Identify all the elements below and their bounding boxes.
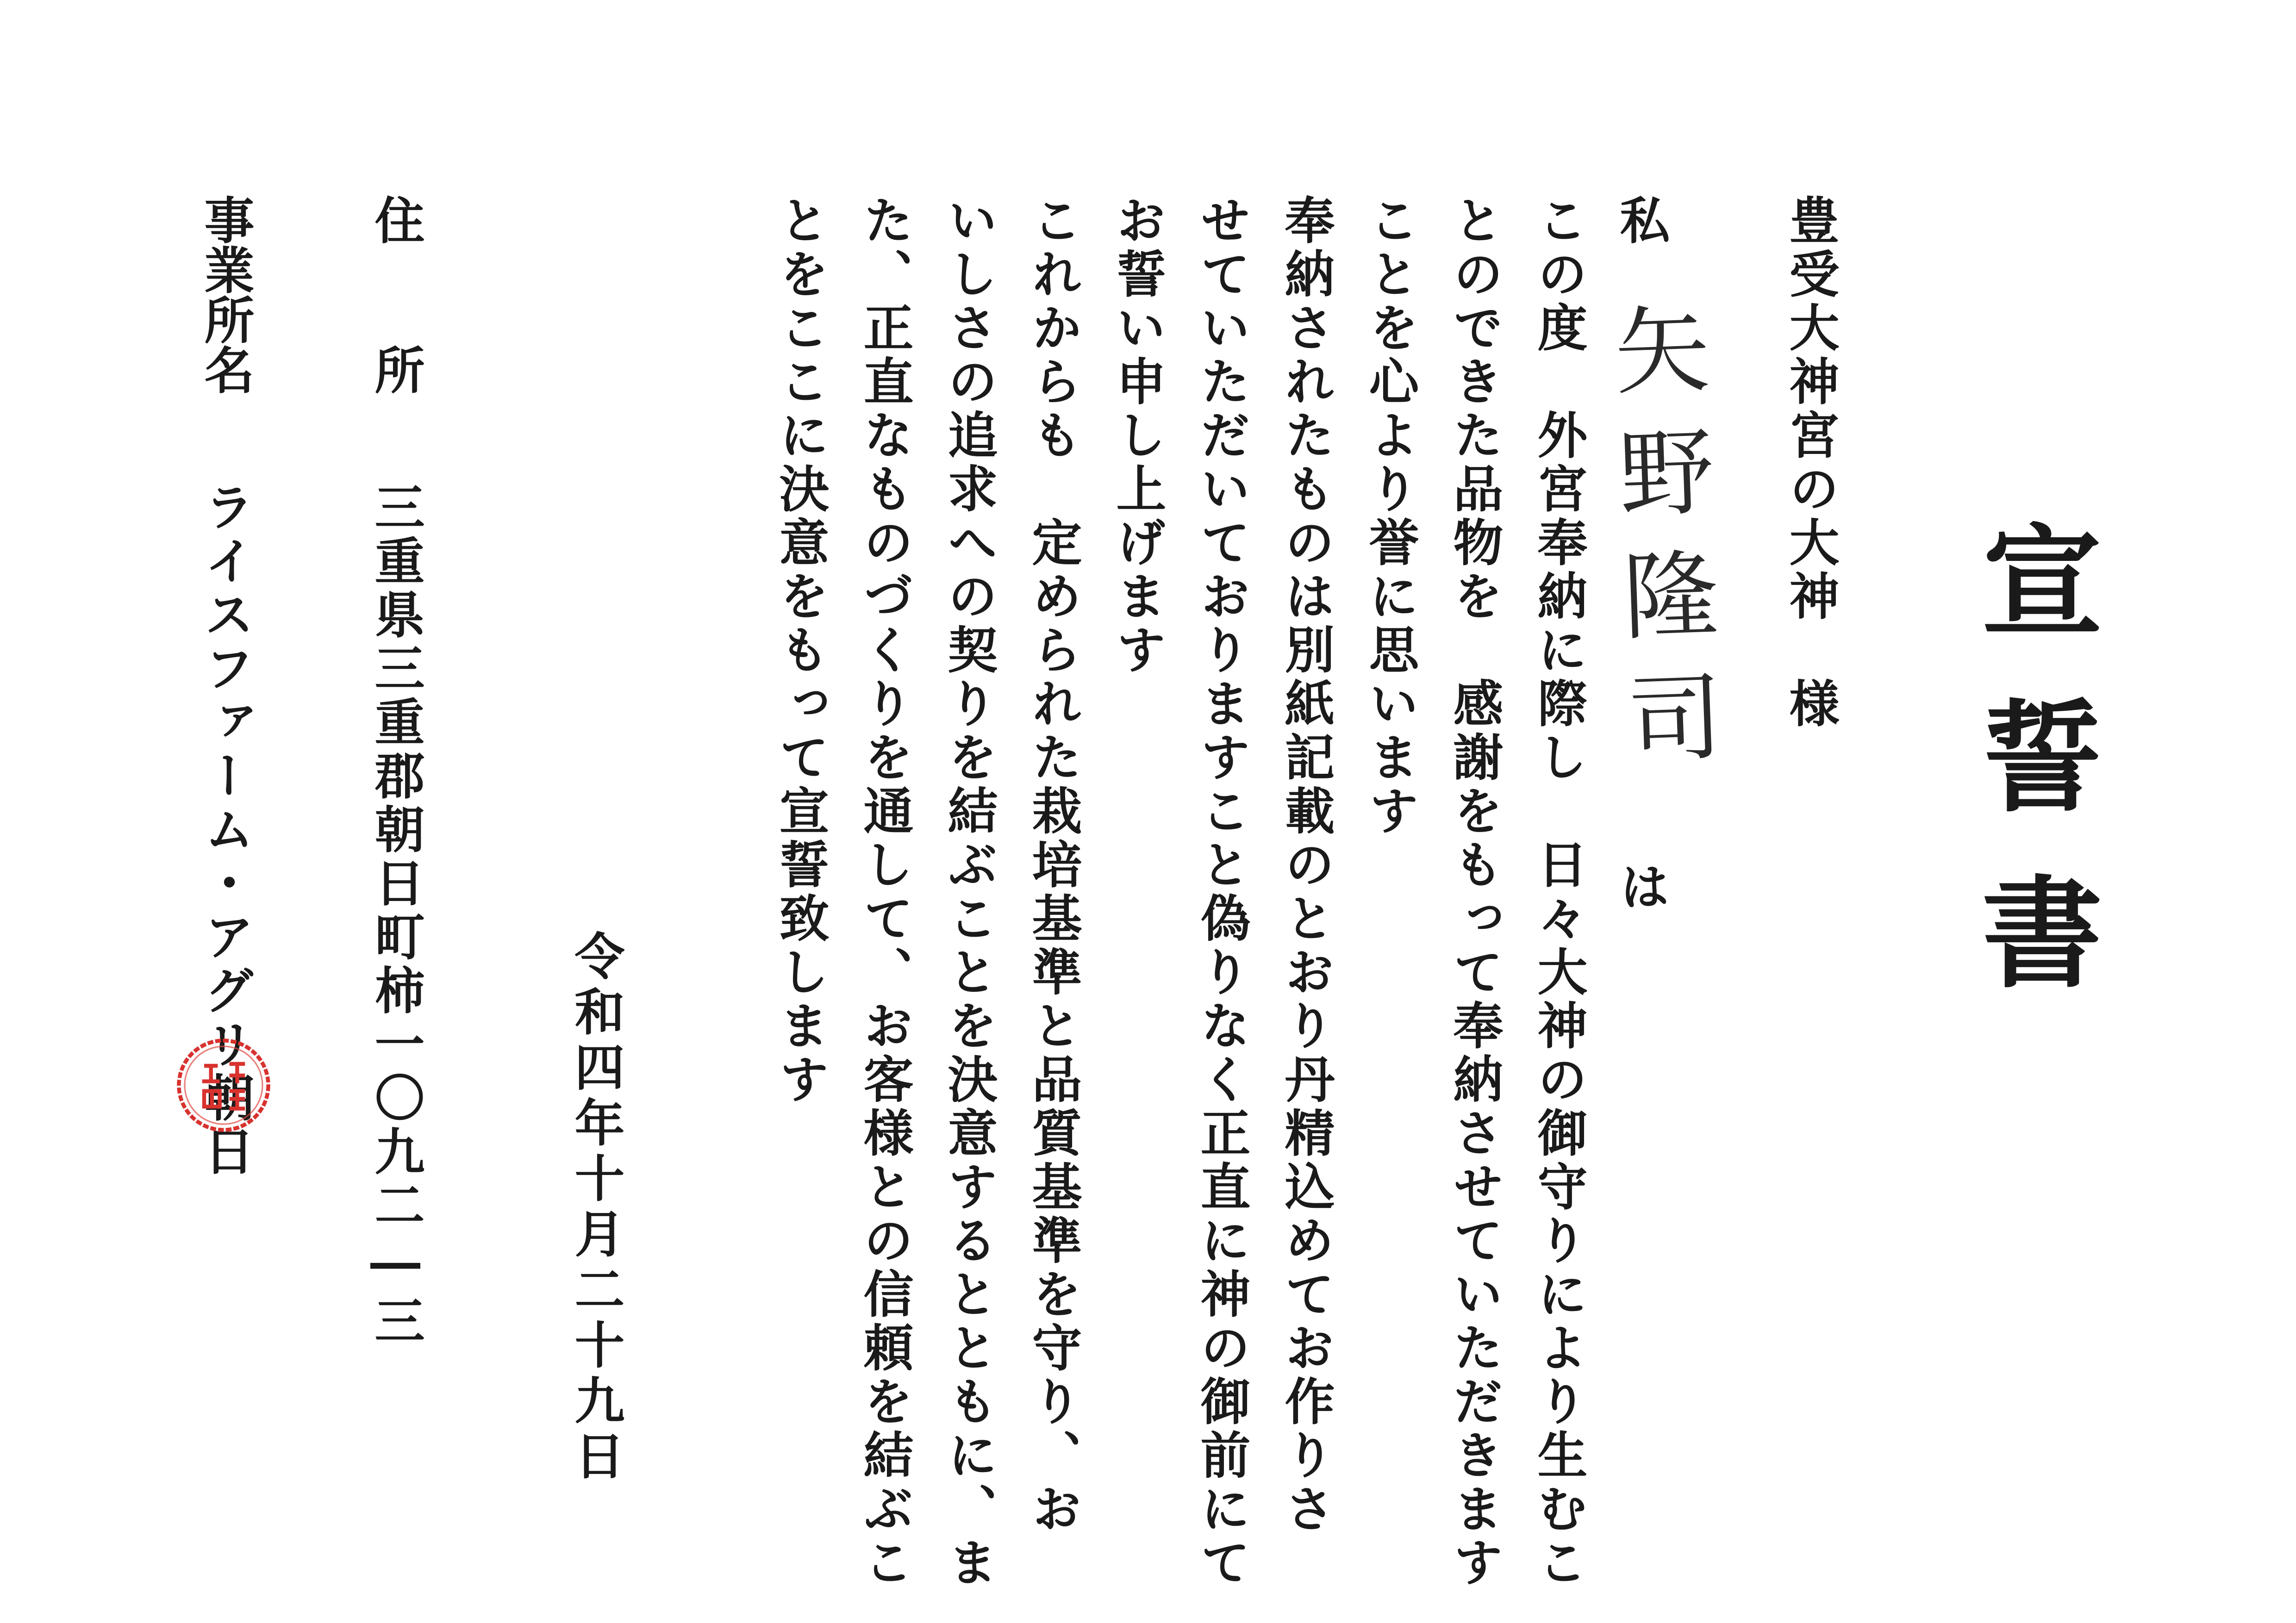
body-line-1: この度 外宮奉納に際し 日々大神の御守りにより生むこ	[1529, 194, 1587, 1590]
body-line-8: いしさの追求への契りを結ぶことを決意するとともに、ま	[939, 194, 998, 1590]
body-line-2: とのできた品物を 感謝をもって奉納させていただきます	[1445, 194, 1503, 1590]
pledger-prefix: 私	[1611, 194, 1670, 248]
body-line-6: お誓い申し上げます	[1108, 194, 1166, 678]
body-line-7: これからも 定められた栽培基準と品質基準を守り、お	[1023, 194, 1082, 1536]
business-name-value: ライスファーム・アグリ朝日	[196, 481, 254, 1179]
body-line-4: 奉納されたものは別紙記載のとおり丹精込めてお作りさ	[1276, 194, 1335, 1536]
pledge-date: 令和四年十月二十九日	[566, 930, 624, 1486]
address-value: 三重県三重郡朝日町柿一〇九二―三	[366, 481, 424, 1349]
body-line-3: ことを心より誉に思います	[1360, 194, 1419, 839]
body-line-9: た、正直なものづくりを通して、お客様との信頼を結ぶこ	[855, 194, 913, 1590]
addressee: 豊受大神宮の大神 様	[1781, 194, 1839, 731]
document-title: 宣誓書	[1962, 518, 2103, 1046]
body-line-10: とをここに決意をもって宣誓致します	[771, 194, 829, 1107]
representative-seal-icon	[175, 1037, 272, 1134]
business-name-label: 事業所名	[196, 194, 254, 394]
handwritten-signature: 矢野隆司	[1597, 299, 1724, 793]
address-label: 住 所	[366, 194, 424, 394]
pledger-suffix: は	[1611, 861, 1670, 914]
body-line-5: せていただいておりますこと偽りなく正直に神の御前にて	[1192, 194, 1250, 1590]
